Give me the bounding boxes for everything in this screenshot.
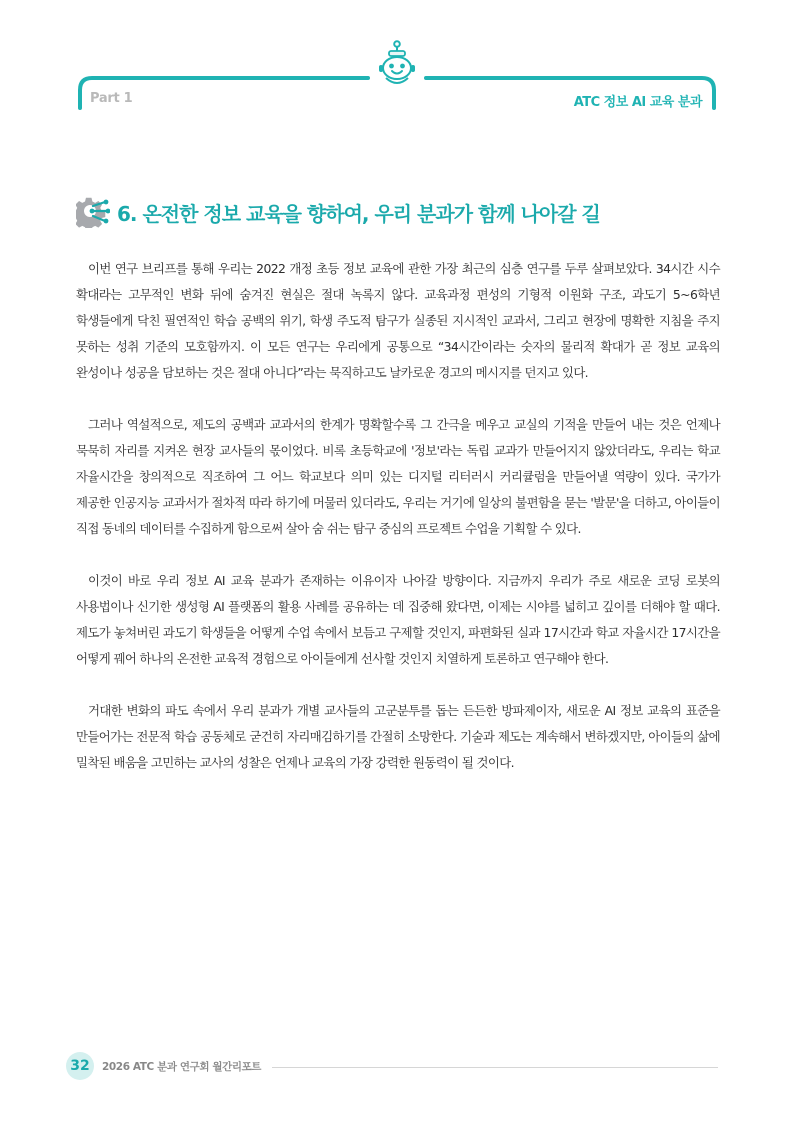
robot-mascot-icon: [376, 40, 418, 88]
paragraph: 이것이 바로 우리 정보 AI 교육 분과가 존재하는 이유이자 나아갈 방향이다. 지금까지 우리가 주로 새로운 코딩 로봇의 사용법이나 신기한 생성형 AI 플랫폼의 활용 사례를 공유하는 데 집중해 왔다면, 이제는 시야를 넓히고 깊이를 더해야 할 때다. 제도가 놓쳐버린 과도기 학생들을 어떻게 수업 속에서 보듬고 구제할 것인지, 파편화된 실과 17시간과 학교 자율시간 17시간을 어떻게 꿰어 하나의 온전한 교육적 경험으로 아이들에게 선사할 것인지 치열하게 토론하고 연구해야 한다.: [76, 573, 720, 666]
paragraph: 그러나 역설적으로, 제도의 공백과 교과서의 한계가 명확할수록 그 간극을 메우고 교실의 기적을 만들어 내는 것은 언제나 묵묵히 자리를 지켜온 현장 교사들의 몫이었다. 비록 초등학교에 '정보'라는 독립 교과가 만들어지지 않았더라도, 우리는 학교 자율시간을 창의적으로 직조하여 그 어느 학교보다 의미 있는 디지털 리터러시 커리큘럼을 만들어낼 역량이 있다. 국가가 제공한 인공지능 교과서가 절차적 따라 하기에 머물러 있더라도, 우리는 거기에 일상의 불편함을 묻는 '발문'을 더하고, 아이들이 직접 동네의 데이터를 수집하게 함으로써 살아 숨 쉬는 탐구 중심의 프로젝트 수업을 기획할 수 있다.: [76, 417, 720, 536]
section-heading: [76, 196, 600, 228]
section-heading-text: 6. 온전한 정보 교육을 향하여, 우리 분과가 함께 나아갈 길: [117, 201, 600, 226]
footer-publication: 2026 ATC 분과 연구회 월간리포트: [102, 1061, 262, 1073]
page-number: 32: [66, 1052, 94, 1080]
paragraph: 이번 연구 브리프를 통해 우리는 2022 개정 초등 정보 교육에 관한 가장 최근의 심층 연구를 두루 살펴보았다. 34시간 시수 확대라는 고무적인 변화 뒤에 숨겨진 현실은 절대 녹록지 않다. 교육과정 편성의 기형적 이원화 구조, 과도기 5~6학년 학생들에게 닥친 필연적인 학습 공백의 위기, 학생 주도적 탐구가 실종된 지시적인 교과서, 그리고 현장에 명확한 지침을 주지 못하는 성취 기준의 모호함까지. 이 모든 연구는 우리에게 공통으로 “34시간이라는 숫자의 물리적 확대가 곧 정보 교육의 완성이나 성공을 담보하는 것은 절대 아니다”라는 묵직하고도 날카로운 경고의 메시지를 던지고 있다.: [76, 261, 720, 380]
paragraph: 거대한 변화의 파도 속에서 우리 분과가 개별 교사들의 고군분투를 돕는 든든한 방파제이자, 새로운 AI 정보 교육의 표준을 만들어가는 전문적 학습 공동체로 굳건히 자리매김하기를 간절히 소망한다. 기술과 제도는 계속해서 변하겠지만, 아이들의 삶에 밀착된 배움을 고민하는 교사의 성찰은 언제나 교육의 가장 강력한 원동력이 될 것이다.: [76, 703, 720, 770]
part-label: Part 1: [90, 91, 133, 106]
gear-network-icon: [76, 196, 110, 228]
article-body: [76, 256, 720, 802]
footer-divider: [272, 1067, 718, 1068]
section-label: ATC 정보 AI 교육 분과: [573, 95, 702, 110]
